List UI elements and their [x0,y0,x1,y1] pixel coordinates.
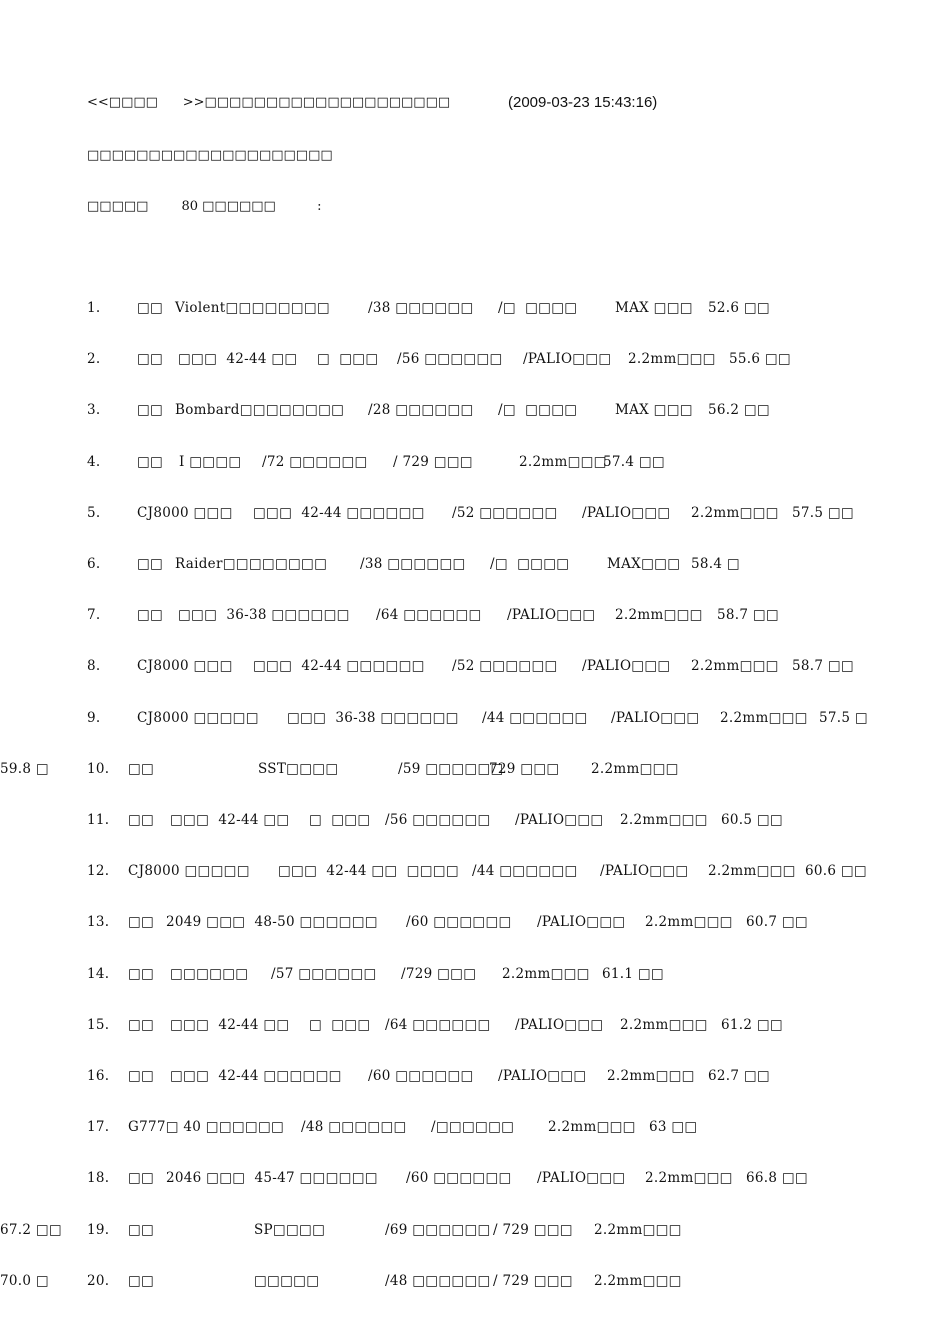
item-number: 5. [87,504,101,521]
item-field: /69 □□□□□□ [385,1221,491,1238]
item-field: CJ8000 □□□□□ [128,863,250,880]
item-field: □□ [128,1170,155,1187]
item-field: CJ8000 □□□□□ [137,709,259,726]
item-field: □□ [137,453,164,470]
item-field: 2.2mm□□□ [620,1016,708,1033]
item-field: /□□□□□□ [431,1119,515,1136]
item-field: 52.6 □□ [708,300,770,316]
item-field: 2049 □□□ 48-50 □□□□□□ [166,914,378,931]
item-field: 2.2mm□□□ [620,812,708,828]
item-field: Raider□□□□□□□□ [175,556,328,572]
item-field: 60.6 □□ [805,863,867,880]
item-number: 15. [87,1016,110,1033]
item-field: □ □□□ [317,351,379,368]
item-field: /28 □□□□□□ [368,402,474,419]
item-field: □□□ 36-38 □□□□□□ [178,607,350,624]
item-field: 2.2mm□□□ [691,504,779,521]
item-field: /60 □□□□□□ [368,1068,474,1084]
item-field: 58.4 □ [691,556,740,572]
item-number: 7. [87,607,101,624]
list-item [0,1222,950,1242]
item-field: /PALIO□□□ [600,863,689,880]
item-field: /□ □□□□ [490,556,570,572]
item-field: □□ [137,607,164,624]
item-field: SST□□□□ [258,760,339,777]
item-number: 8. [87,658,101,675]
list-item [0,658,950,678]
item-field: Violent□□□□□□□□ [175,300,330,316]
list-item [0,710,950,730]
item-field: 2.2mm□□□ [708,863,796,880]
item-field: /56 □□□□□□ [397,351,503,368]
item-number: 6. [87,556,101,572]
item-field: 2.2mm□□□ [519,453,607,470]
item-field: 2.2mm□□□ [628,351,716,368]
item-field: 2.2mm□□□ [615,607,703,624]
item-field: □□ [128,760,155,777]
list-item [0,1170,950,1190]
list-item [0,812,950,832]
item-field: 2046 □□□ 45-47 □□□□□□ [166,1170,378,1187]
item-field: /60 □□□□□□ [406,1170,512,1187]
header-title: <<□□□□ >>□□□□□□□□□□□□□□□□□□□□ [87,95,451,110]
item-field: SP□□□□ [254,1221,326,1238]
list-item [0,863,950,883]
intro-line-2: □□□□□ 80 □□□□□□ : [87,199,322,214]
item-field: 2.2mm□□□ [548,1119,636,1136]
list-item [0,402,950,422]
item-field: □□ [137,556,164,572]
item-field: 2.2mm□□□ [645,914,733,931]
item-field: CJ8000 □□□ [137,658,233,675]
item-field: G777□ 40 □□□□□□ [128,1119,285,1136]
item-field: □□ [128,1272,155,1289]
item-field: /56 □□□□□□ [385,812,491,828]
item-field: □□ [128,812,155,828]
item-field: 63 □□ [649,1119,698,1136]
item-field: /PALIO□□□ [537,914,626,931]
item-field: 62.7 □□ [708,1068,770,1084]
item-field: /52 □□□□□□ [452,658,558,675]
item-field: /52 □□□□□□ [452,504,558,521]
item-field: 57.5 □ [819,709,868,726]
item-field: 70.0 □ [0,1272,49,1289]
item-field: 2.2mm□□□ [645,1170,733,1187]
item-number: 19. [87,1221,110,1238]
item-field: I □□□□ [179,453,242,470]
item-field: 2.2mm□□□ [720,709,808,726]
item-number: 3. [87,402,101,419]
item-field: 61.2 □□ [721,1016,783,1033]
item-field: /PALIO□□□ [515,1016,604,1033]
item-field: /38 □□□□□□ [360,556,466,572]
item-field: /48 □□□□□□ [385,1272,491,1289]
item-field: □ □□□ [309,1016,371,1033]
item-field: 2.2mm□□□ [502,965,590,982]
item-field: 729 □□□ [489,760,560,777]
item-field: □ □□□ [309,812,371,828]
item-field: 59.8 □ [0,760,49,777]
item-field: /64 □□□□□□ [385,1016,491,1033]
list-item [0,300,950,320]
item-field: 60.5 □□ [721,812,783,828]
list-item [0,505,950,525]
item-field: □□□ 42-44 □□□□□□ [253,658,425,675]
item-field: MAX □□□ [615,402,693,419]
list-item [0,607,950,627]
item-field: / 729 □□□ [493,1221,573,1238]
list-item [0,1068,950,1088]
item-field: 58.7 □□ [792,658,854,675]
item-field: □□ [137,300,164,316]
item-field: 60.7 □□ [746,914,808,931]
item-number: 2. [87,351,101,368]
list-item [0,914,950,934]
item-field: □□ [128,1016,155,1033]
item-number: 18. [87,1170,110,1187]
item-field: □□□ 42-44 □□ [178,351,298,368]
item-field: □□ [128,965,155,982]
item-field: /□ □□□□ [498,402,578,419]
item-field: /72 □□□□□□ [262,453,368,470]
item-field: 2.2mm□□□ [594,1272,682,1289]
item-field: /PALIO□□□ [611,709,700,726]
item-number: 11. [87,812,110,828]
item-field: □□ [137,402,164,419]
list-item [0,1119,950,1139]
item-field: 67.2 □□ [0,1221,62,1238]
item-field: 61.1 □□ [602,965,664,982]
item-number: 16. [87,1068,110,1084]
item-field: /PALIO□□□ [582,658,671,675]
item-field: □□□ 42-44 □□ [170,1016,290,1033]
item-field: □□ [128,914,155,931]
item-number: 10. [87,760,110,777]
item-field: 56.2 □□ [708,402,770,419]
item-field: /PALIO□□□ [523,351,612,368]
item-field: 2.2mm□□□ [591,760,679,777]
item-field: 58.7 □□ [717,607,779,624]
item-number: 14. [87,965,110,982]
list-item [0,454,950,474]
item-field: □□ [128,1068,155,1084]
item-field: Bombard□□□□□□□□ [175,402,345,419]
item-field: 55.6 □□ [729,351,791,368]
item-field: □□□□□□ [170,965,249,982]
list-item [0,966,950,986]
item-field: /57 □□□□□□ [271,965,377,982]
intro-line-1: □□□□□□□□□□□□□□□□□□□□ [87,148,333,163]
item-number: 13. [87,914,110,931]
list-item [0,351,950,371]
item-field: / 729 □□□ [393,453,473,470]
item-field: /PALIO□□□ [498,1068,587,1084]
item-field: /38 □□□□□□ [368,300,474,316]
list-item [0,761,950,781]
item-field: 57.4 □□ [603,453,665,470]
item-field: 57.5 □□ [792,504,854,521]
item-number: 17. [87,1119,110,1136]
item-field: □□ [137,351,164,368]
item-field: 2.2mm□□□ [594,1221,682,1238]
item-number: 12. [87,863,110,880]
item-field: /48 □□□□□□ [301,1119,407,1136]
item-field: □□□□□ [254,1272,320,1289]
header-datetime: (2009-03-23 15:43:16) [508,94,658,111]
item-field: /PALIO□□□ [537,1170,626,1187]
item-field: □□□ 42-44 □□ [170,812,290,828]
item-field: □□ [128,1221,155,1238]
item-field: 2.2mm□□□ [691,658,779,675]
item-field: 66.8 □□ [746,1170,808,1187]
item-field: /60 □□□□□□ [406,914,512,931]
item-field: /PALIO□□□ [507,607,596,624]
item-field: □□□ 42-44 □□□□□□ [170,1068,342,1084]
item-field: □□□ 36-38 □□□□□□ [287,709,459,726]
item-field: /□ □□□□ [498,300,578,316]
item-field: □□□ 42-44 □□ □□□□ [278,863,459,880]
item-number: 9. [87,709,101,726]
item-field: /64 □□□□□□ [376,607,482,624]
item-field: / 729 □□□ [493,1272,573,1289]
item-number: 1. [87,300,101,316]
item-number: 20. [87,1272,110,1289]
item-field: MAX □□□ [615,300,693,316]
item-field: CJ8000 □□□ [137,504,233,521]
item-field: /PALIO□□□ [515,812,604,828]
item-field: /729 □□□ [401,965,477,982]
item-field: /44 □□□□□□ [482,709,588,726]
item-field: □□□ 42-44 □□□□□□ [253,504,425,521]
item-field: /59 □□□□□□ [398,760,504,777]
item-number: 4. [87,453,101,470]
list-item [0,556,950,576]
list-item [0,1273,950,1293]
item-field: /PALIO□□□ [582,504,671,521]
item-field: /44 □□□□□□ [472,863,578,880]
item-field: MAX□□□ [607,556,681,572]
list-item [0,1017,950,1037]
item-field: 2.2mm□□□ [607,1068,695,1084]
